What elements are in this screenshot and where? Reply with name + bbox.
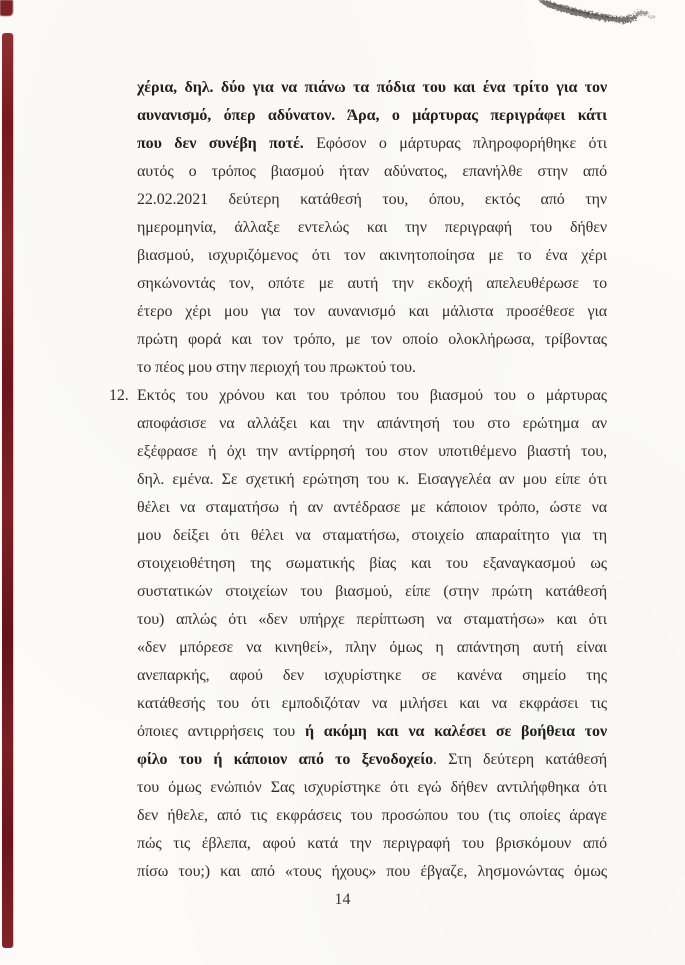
- body-text: ημερομηνία, άλλαξε εντελώς και την περιγραφή του δήθεν: [137, 219, 607, 236]
- binding-strip: [2, 33, 13, 948]
- text-block: [109, 74, 607, 886]
- body-text: πρώτη φορά και τον τρόπο, με τον οποίο ολοκλήρωσα, τρίβοντας: [137, 331, 607, 348]
- body-text: κατάθεσής του ότι εμποδιζόταν να μιλήσει και να εκφράσει τις: [137, 695, 607, 712]
- body-text: ανεπαρκής, αφού δεν ισχυρίστηκε σε κανένα σημείο της: [137, 667, 607, 684]
- body-text: δηλ. εμένα. Σε σχετική ερώτηση του κ. Εισαγγελέα αν μου είπε ότι: [137, 471, 607, 488]
- body-text: του) απλώς ότι «δεν υπήρχε περίπτωση να σταματήσω» και ότι: [137, 611, 607, 628]
- body-text: το πέος μου στην περιοχή του πρωκτού του.: [137, 359, 416, 376]
- text-line: [137, 74, 607, 102]
- body-text: Εφόσον ο μάρτυρας πληροφορήθηκε ότι: [316, 135, 607, 152]
- body-text: αποφάσισε να αλλάξει και την απάντησή του στο ερώτημα αν: [137, 415, 607, 432]
- text-line: [137, 186, 607, 214]
- body-text: στοιχειοθέτηση της σωματικής βίας και του εξαναγκασμού ως: [137, 555, 607, 572]
- body-text: του όμως ενώπιόν Σας ισχυρίστηκε ότι εγώ δήθεν αντιλήφθηκα ότι: [137, 779, 607, 796]
- text-line: [137, 354, 607, 382]
- text-line: [137, 774, 607, 802]
- body-text: μου δείξει ότι θέλει να σταματήσω, στοιχείο απαραίτητο για τη: [137, 527, 607, 544]
- body-text: . Στη δεύτερη κατάθεσή: [433, 751, 607, 768]
- body-text: συστατικών στοιχείων του βιασμού, είπε (στην πρώτη κατάθεσή: [137, 583, 607, 600]
- ink-smudge: [532, 0, 662, 30]
- text-line: [137, 746, 607, 774]
- bold-text: φίλο του ή κάποιον από το ξενοδοχείο: [137, 751, 434, 768]
- paragraph: [137, 74, 607, 382]
- body-text: όποιες αντιρρήσεις του: [137, 723, 305, 740]
- body-text: δεν ήθελε, από τις εκφράσεις του προσώπου του (τις οποίες άραγε: [137, 807, 607, 824]
- ink-smudge-graphic: [532, 0, 662, 30]
- text-line: [137, 634, 607, 662]
- body-text: Εκτός του χρόνου και του τρόπου του βιασμού του ο μάρτυρας: [137, 387, 607, 404]
- body-text: πίσω του;) και από «τους ήχους» που έβγαζε, λησμονώντας όμως: [137, 863, 607, 880]
- binding-strip-corner: [0, 0, 13, 16]
- text-line: [137, 662, 607, 690]
- body-text: έτερο χέρι μου για τον αυνανισμό και μάλιστα προσέθεσε για: [137, 303, 607, 320]
- body-text: «δεν μπόρεσε να κινηθεί», πλην όμως η απάντηση αυτή είναι: [137, 639, 607, 656]
- paragraph: [109, 382, 607, 886]
- text-line: [137, 802, 607, 830]
- bold-text: χέρια, δηλ. δύο για να πιάνω τα πόδια του και ένα τρίτο για τον: [137, 79, 607, 96]
- text-line: [137, 438, 607, 466]
- paragraph-number: 12.: [109, 387, 129, 404]
- text-line: [137, 830, 607, 858]
- text-line: [137, 270, 607, 298]
- page-number: 14: [334, 891, 351, 908]
- text-line: [137, 606, 607, 634]
- text-line: [137, 522, 607, 550]
- text-line: [137, 214, 607, 242]
- text-line: [137, 550, 607, 578]
- text-line: [137, 578, 607, 606]
- text-line: [137, 102, 607, 130]
- text-line: [137, 326, 607, 354]
- text-line: [137, 718, 607, 746]
- body-text: πώς τις έβλεπα, αφού κατά την περιγραφή του βρισκόμουν από: [137, 835, 607, 852]
- body-text: σηκώνοντάς τον, οπότε με αυτή την εκδοχή απελευθέρωσε το: [137, 275, 607, 292]
- text-line: [137, 130, 607, 158]
- text-line: [137, 858, 607, 886]
- text-line: [137, 690, 607, 718]
- bold-text: αυνανισμό, όπερ αδύνατον. Άρα, ο μάρτυρας περιγράφει κάτι: [137, 107, 607, 124]
- text-line: [137, 410, 607, 438]
- text-line: [137, 466, 607, 494]
- bold-text: που δεν συνέβη ποτέ.: [137, 135, 317, 152]
- text-line: [137, 298, 607, 326]
- bold-text: ή ακόμη και να καλέσει σε βοήθεια τον: [304, 723, 607, 740]
- body-text: βιασμού, ισχυριζόμενος ότι τον ακινητοποίησα με το ένα χέρι: [137, 247, 607, 264]
- text-line: [137, 494, 607, 522]
- text-line: [137, 242, 607, 270]
- body-text: αυτός ο τρόπος βιασμού ήταν αδύνατος, επανήλθε στην από: [137, 163, 607, 180]
- text-line: [137, 158, 607, 186]
- body-text: θέλει να σταματήσω ή αν αντέδρασε με κάποιον τρόπο, ώστε να: [137, 499, 607, 516]
- body-text: 22.02.2021 δεύτερη κατάθεσή του, όπου, εκτός από την: [137, 191, 607, 208]
- text-line: [137, 382, 607, 410]
- body-text: εξέφρασε ή όχι την αντίρρησή του στον υποτιθέμενο βιαστή του,: [137, 443, 607, 460]
